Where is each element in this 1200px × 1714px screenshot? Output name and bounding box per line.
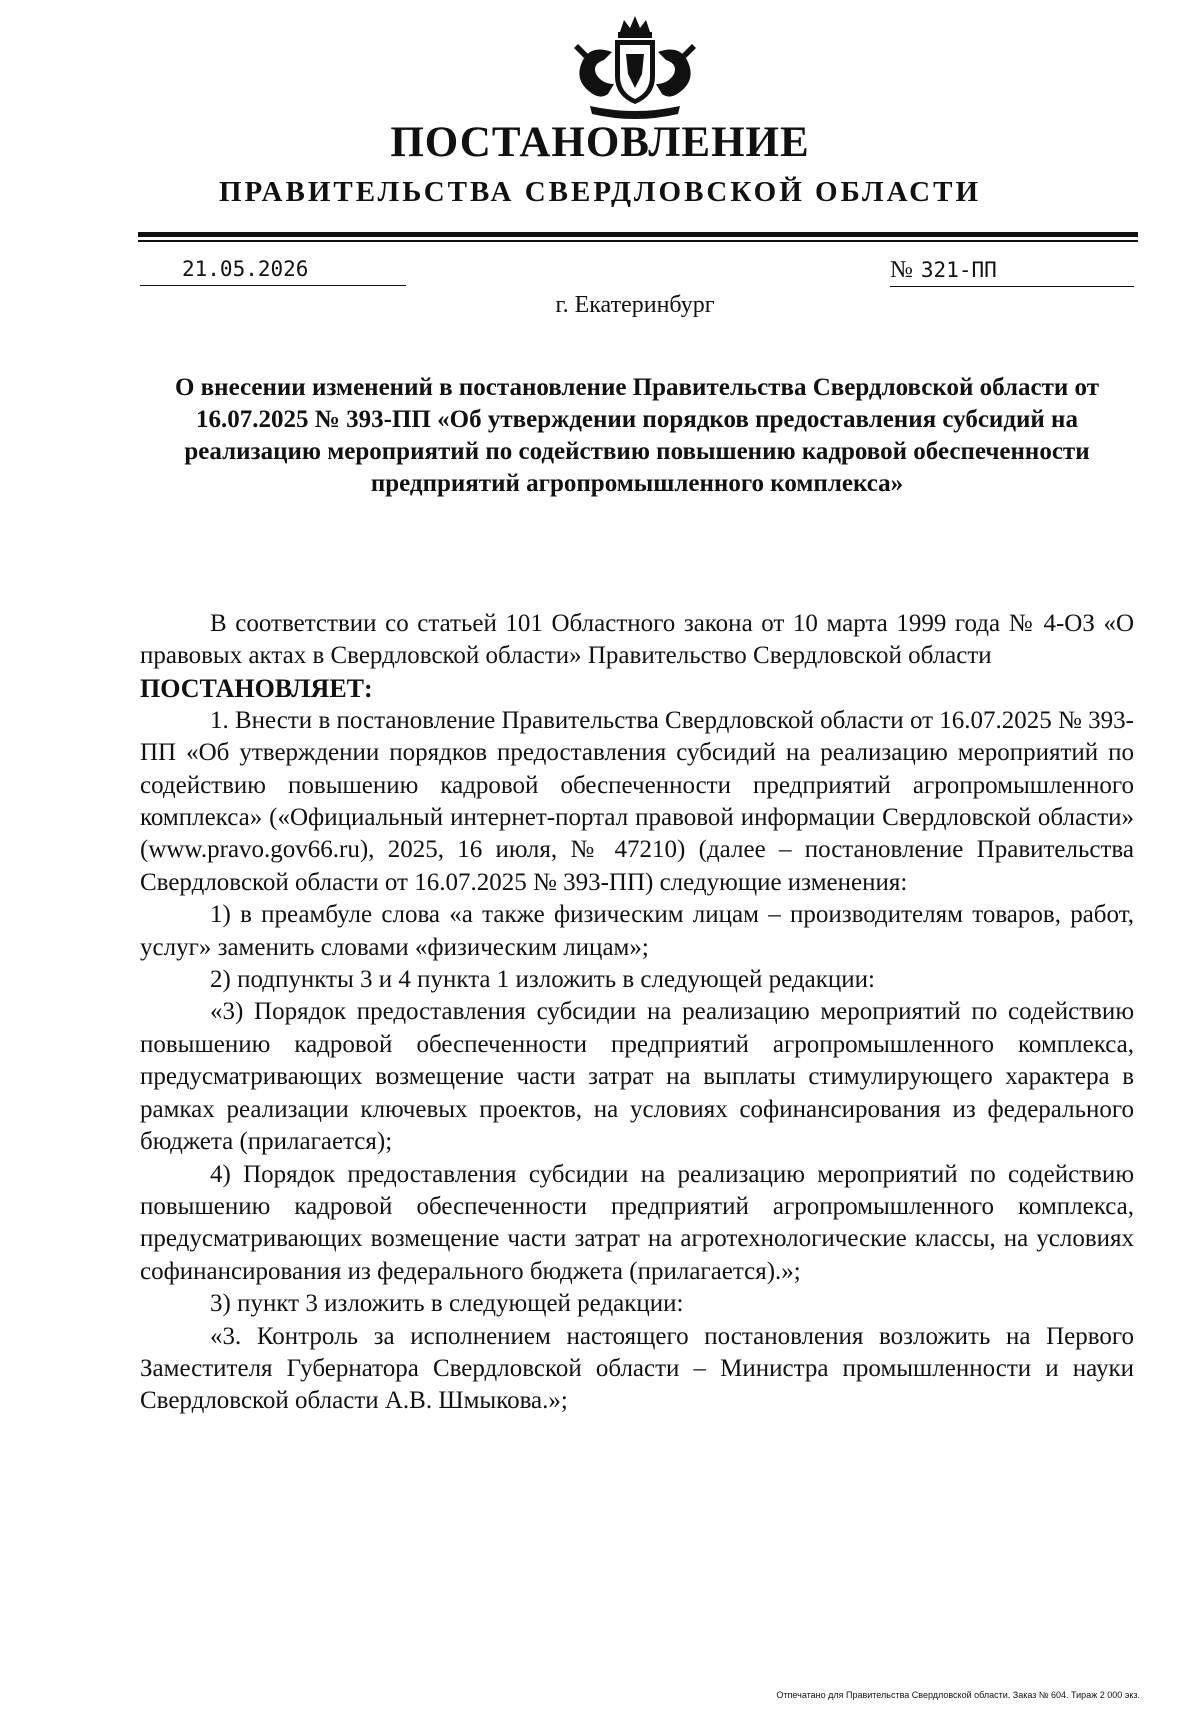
- paragraph: 4) Порядок предоставления субсидии на реализацию мероприятий по содействию повышению кадровой обеспеченности предприятий агропромышленного комплекса, предусматривающих возмещение части затрат на агротехнологические классы, на условиях софинансирования из федерального бюджета (прилагается).»;: [140, 1160, 1134, 1285]
- paragraph: «3. Контроль за исполнением настоящего постановления возложить на Первого Заместителя Губернатора Свердловской области – Министра промышленности и науки Свердловской области А.В. Шмыкова.»;: [140, 1322, 1134, 1415]
- document-number: [890, 254, 1134, 287]
- paragraph: «3) Порядок предоставления субсидии на реализацию мероприятий по содействию повышению кадровой обеспеченности предприятий агропромышленного комплекса, предусматривающих возмещение части затрат на выплаты стимулирующего характера в рамках реализации ключевых проектов, на условиях софинансирования из федерального бюджета (прилагается);: [140, 998, 1134, 1156]
- number-sign: №: [890, 257, 913, 283]
- document-body: [140, 608, 1134, 1418]
- coat-of-arms-icon: [560, 14, 710, 124]
- decree-word: ПОСТАНОВЛЯЕТ:: [140, 673, 373, 703]
- issuing-authority: ПРАВИТЕЛЬСТВА СВЕРДЛОВСКОЙ ОБЛАСТИ: [218, 176, 982, 208]
- header-divider-thick: [138, 232, 1138, 237]
- place-of-issue: г. Екатеринбург: [555, 292, 715, 318]
- number-value: 321-ПП: [920, 258, 997, 282]
- paragraph: 3) пункт 3 изложить в следующей редакции:: [210, 1290, 684, 1318]
- paragraph: 2) подпункты 3 и 4 пункта 1 изложить в следующей редакции:: [210, 966, 875, 994]
- document-date: 21.05.2026: [140, 254, 406, 286]
- paragraph: 1) в преамбуле слова «а также физическим лицам – производителям товаров, работ, услуг» заменить словами «физическим лицам»;: [140, 901, 1134, 961]
- document-title: О внесении изменений в постановление Правительства Свердловской области от 16.07.2025 № 393-ПП «Об утверждении порядков предоставления субсидий на реализацию мероприятий по содействию повышению кадровой обеспеченности предприятий агропромышленного комплекса»: [174, 374, 1099, 497]
- document-type-heading: ПОСТАНОВЛЕНИЕ: [390, 119, 810, 166]
- header-divider-thin: [138, 240, 1138, 242]
- paragraph: 1. Внести в постановление Правительства Свердловской области от 16.07.2025 № 393-ПП «Об утверждении порядков предоставления субсидий на реализацию мероприятий по содействию повышению кадровой обеспеченности предприятий агропромышленного комплекса» («Официальный интернет-портал правовой информации Свердловской области» (www.pravo.gov66.ru), 2025, 16 июля, № 47210) (далее – постановление Правительства Свердловской области от 16.07.2025 № 393-ПП) следующие изменения:: [140, 706, 1134, 896]
- preamble: В соответствии со статьей 101 Областного закона от 10 марта 1999 года № 4-ОЗ «О правовых актах в Свердловской области» Правительство Свердловской области: [140, 610, 1134, 670]
- print-imprint: Отпечатано для Правительства Свердловской области. Заказ № 604. Тираж 2 000 экз.: [776, 1690, 1140, 1700]
